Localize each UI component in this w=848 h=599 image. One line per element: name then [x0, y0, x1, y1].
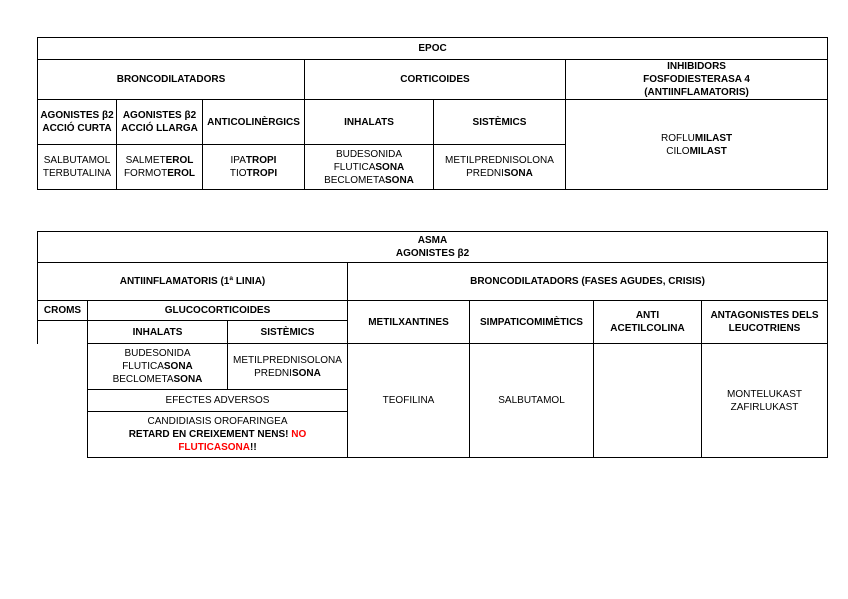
epoc-agonistes-llarga-header: AGONISTES β2 ACCIÓ LLARGA [117, 100, 203, 145]
asma-sistemics-drugs [228, 344, 348, 390]
drug-fluticasona: FLUTICASONA [333, 161, 405, 173]
drug-metilprednisolona: METILPREDNISOLONA [233, 354, 342, 366]
asma-title: ASMA [417, 235, 448, 246]
epoc-anticolinergics-drugs [203, 145, 305, 190]
epoc-anticolinergics-header: ANTICOLINÈRGICS [203, 100, 305, 145]
asma-title-cell [38, 232, 828, 263]
asma-metilxantines-drugs: TEOFILINA [348, 344, 470, 458]
asma-croms-blank-3 [38, 412, 88, 458]
drug-beclometasona: BECLOMETASONA [324, 174, 414, 186]
asma-antagonistes-header: ANTAGONISTES DELS LEUCOTRIENS [702, 301, 828, 344]
drug-budesonida: BUDESONIDA [335, 148, 403, 160]
efectes-warn-exclaim: !! [250, 442, 257, 453]
drug-salbutamol: SALBUTAMOL [43, 155, 111, 166]
asma-sistemics-header: SISTÈMICS [228, 321, 348, 344]
drug-prednisona: PREDNISONA [254, 367, 321, 379]
asma-anti-acetilcolina-drugs [594, 344, 702, 458]
efectes-line-3 [90, 441, 345, 454]
epoc-inhibidors-header [566, 60, 828, 100]
efectes-retard: RETARD EN CREIXEMENT NENS! [128, 429, 289, 440]
epoc-inhalats-header: INHALATS [305, 100, 434, 145]
epoc-corticoides-header: CORTICOIDES [305, 60, 566, 100]
asma-croms-blank-2 [38, 390, 88, 412]
epoc-broncodilatadors-header: BRONCODILATADORS [38, 60, 305, 100]
asma-simpaticomimetics-header: SIMPATICOMIMÈTICS [470, 301, 594, 344]
epoc-agonistes-curta-header: AGONISTES β2 ACCIÓ CURTA [38, 100, 117, 145]
asma-croms-header: CROMS [38, 301, 88, 321]
asma-anti-acetilcolina-header [594, 301, 702, 344]
asma-broncodilatadors-header: BRONCODILATADORS (FASES AGUDES, CRISIS) [348, 263, 828, 301]
drug-formoterol: FORMOTEROL [123, 168, 196, 179]
drug-terbutalina: TERBUTALINA [42, 168, 112, 179]
asma-simpaticomimetics-drugs: SALBUTAMOL [470, 344, 594, 458]
drug-beclometasona: BECLOMETASONA [112, 374, 203, 385]
asma-subtitle: AGONISTES β2 [395, 248, 470, 259]
drug-fluticasona: FLUTICASONA [122, 361, 193, 372]
asma-glucocorticoides-header: GLUCOCORTICOIDES [88, 301, 348, 321]
asma-table [37, 231, 828, 458]
epoc-title: EPOC [38, 38, 828, 60]
inhibidors-label: INHIBIDORS FOSFODIESTERASA 4 (ANTIINFLAMATORIS) [643, 61, 750, 98]
drug-rofluMilast: ROFLUMILAST [660, 132, 733, 144]
epoc-sistemics-header: SISTÈMICS [434, 100, 566, 145]
drug-zafirlukast: ZAFIRLUKAST [730, 401, 799, 413]
epoc-sistemics-drugs [434, 145, 566, 190]
epoc-inhalats-drugs [305, 145, 434, 190]
epoc-table [37, 37, 828, 190]
efectes-line-2 [90, 428, 345, 441]
asma-inhalats-drugs [88, 344, 228, 390]
asma-antiinflamatoris-header: ANTIINFLAMATORIS (1ª LINIA) [38, 263, 348, 301]
drug-tiotropi: TIOTROPI [229, 168, 278, 179]
drug-cilomilast: CILOMILAST [666, 145, 727, 157]
efectes-warn-fluticasona: FLUTICASONA [178, 442, 250, 453]
asma-croms-empty [38, 321, 88, 344]
asma-croms-blank-1 [38, 344, 88, 390]
drug-montelukast: MONTELUKAST [727, 388, 803, 400]
drug-salmeterol: SALMETEROL [125, 155, 194, 166]
asma-metilxantines-header: METILXANTINES [348, 301, 470, 344]
epoc-curta-drugs [38, 145, 117, 190]
epoc-inhibidors-drugs [566, 100, 828, 190]
epoc-llarga-drugs [117, 145, 203, 190]
drug-metilprednisolona: METILPREDNISOLONA [445, 155, 554, 166]
anti-acetilcolina-label: ANTI ACETILCOLINA [610, 310, 685, 334]
efectes-warn-no: NO [291, 429, 307, 440]
asma-inhalats-header: INHALATS [88, 321, 228, 344]
drug-ipatropi: IPATROPI [230, 155, 277, 166]
drug-budesonida: BUDESONIDA [124, 348, 191, 359]
asma-antagonistes-drugs [702, 344, 828, 458]
asma-efectes-header: EFECTES ADVERSOS [88, 390, 348, 412]
drug-prednisona: PREDNISONA [466, 168, 533, 179]
efectes-line-1: CANDIDIASIS OROFARINGEA [147, 416, 288, 427]
asma-efectes-text [88, 412, 348, 458]
